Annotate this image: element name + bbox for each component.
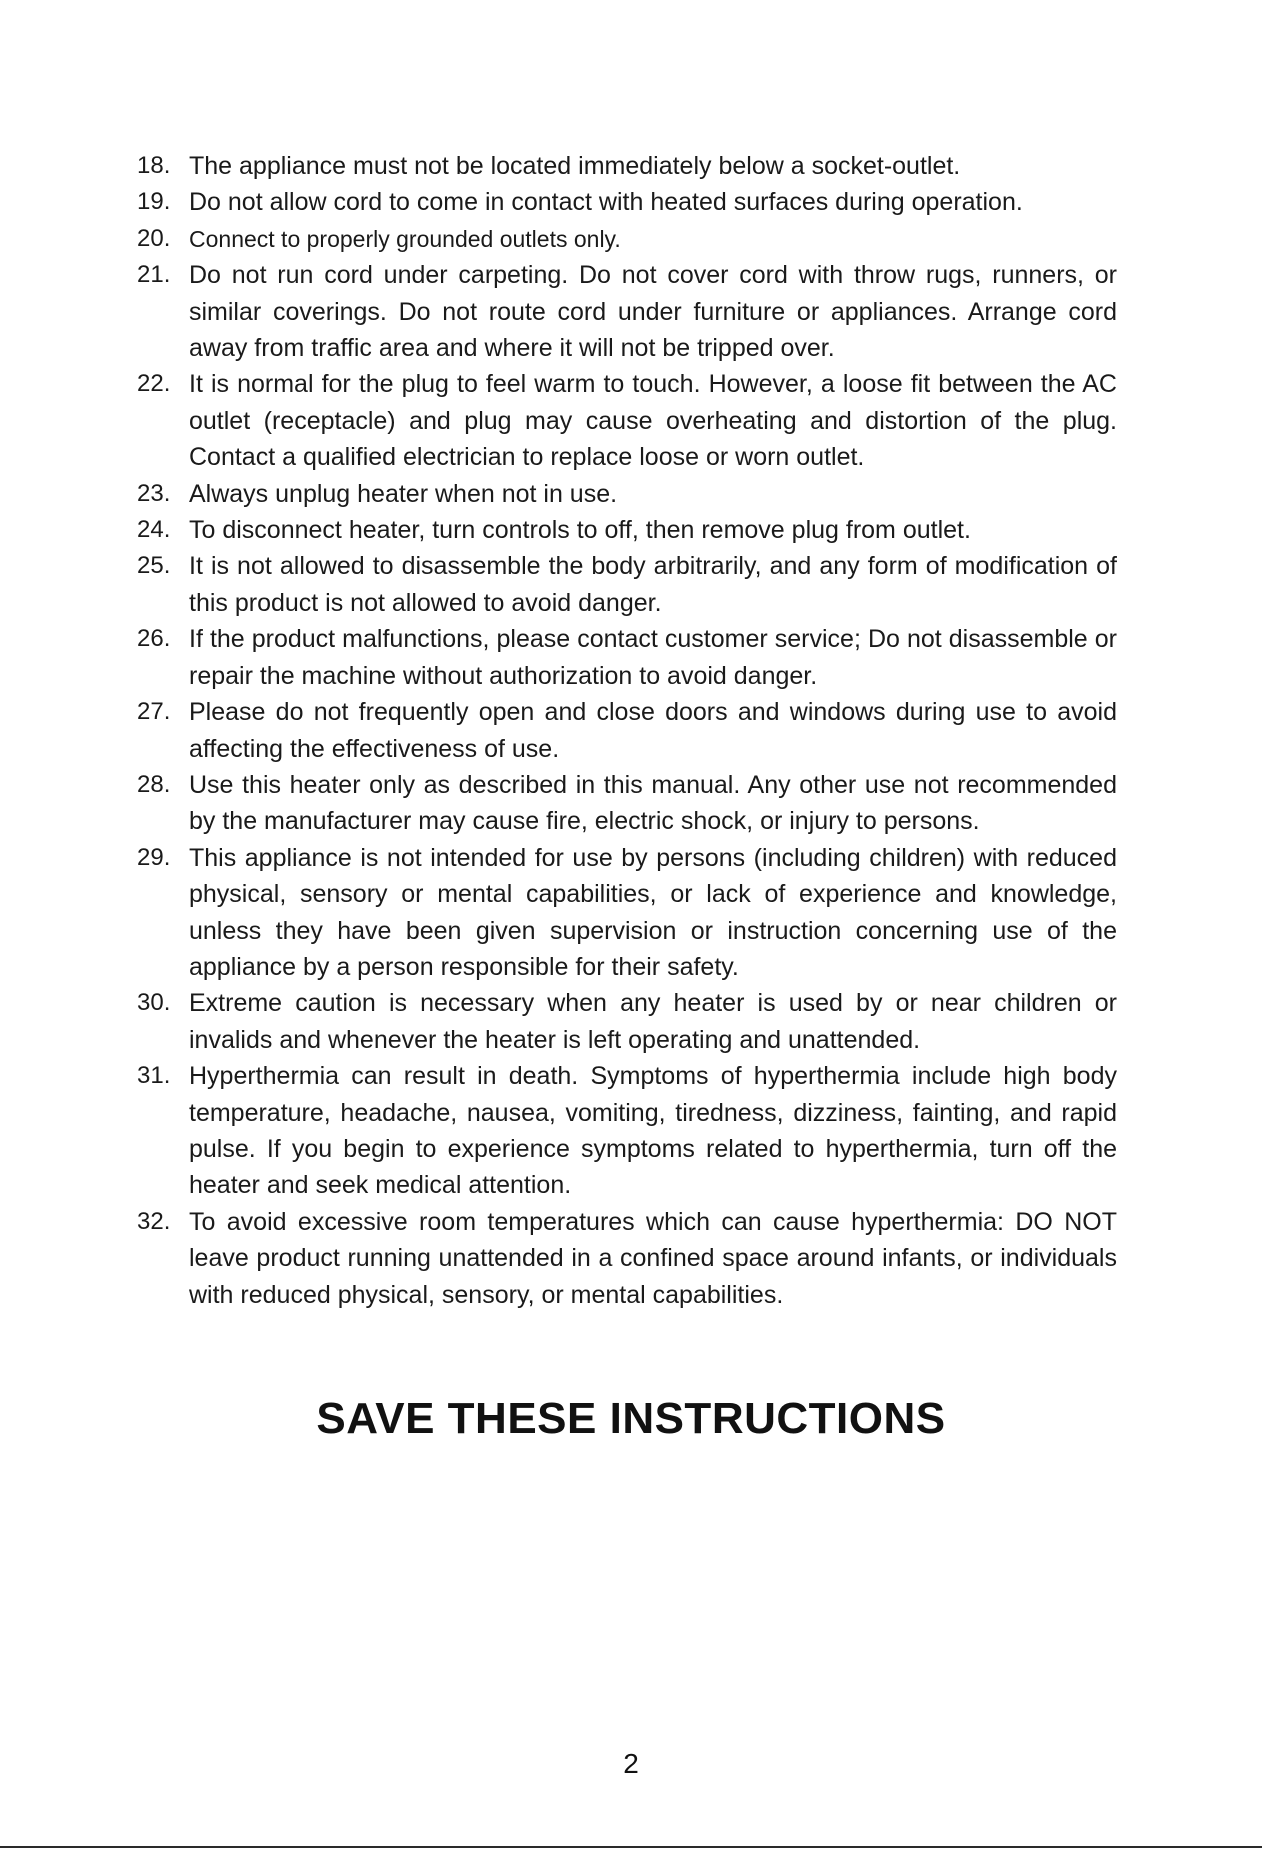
item-text: Do not allow cord to come in contact with heated surfaces during operation. <box>189 188 1023 217</box>
list-item <box>137 548 1117 621</box>
save-instructions-heading: SAVE THESE INSTRUCTIONS <box>316 1394 946 1443</box>
item-text: Always unplug heater when not in use. <box>189 479 618 508</box>
item-text: Hyperthermia can result in death. Symptoms of hyperthermia include high body temperature, headache, nausea, vomiting, tiredness, dizziness, fainting, and rapid pulse. If you begin to experience symptoms related to hyperthermia, turn off the heater and seek medical attention. <box>189 1062 1117 1200</box>
item-text: If the product malfunctions, please contact customer service; Do not disassemble or repair the machine without authorization to avoid danger. <box>189 625 1117 690</box>
list-item <box>137 1058 1117 1204</box>
item-number: 32. <box>137 1207 171 1235</box>
list-item <box>137 257 1117 366</box>
page-number: 2 <box>623 1748 639 1779</box>
list-item <box>137 512 1117 548</box>
list-item <box>137 985 1117 1058</box>
item-number: 19. <box>137 188 171 216</box>
list-item <box>137 476 1117 512</box>
item-text: To disconnect heater, turn controls to off, then remove plug from outlet. <box>189 516 971 545</box>
list-item <box>137 184 1117 220</box>
list-item <box>137 1204 1117 1313</box>
item-text: The appliance must not be located immediately below a socket-outlet. <box>189 152 961 180</box>
item-number: 28. <box>137 770 171 798</box>
item-number: 30. <box>137 989 171 1017</box>
item-number: 23. <box>137 479 171 507</box>
item-text: Use this heater only as described in this manual. Any other use not recommended by the manufacturer may cause fire, electric shock, or injury to persons. <box>189 770 1117 836</box>
list-item <box>137 694 1117 767</box>
item-text: This appliance is not intended for use by persons (including children) with reduced physical, sensory or mental capabilities, or lack of experience and knowledge, unless they have been given supervision or instruction concerning use of the appliance by a person responsible for their safety. <box>189 843 1117 981</box>
list-item <box>137 148 1117 184</box>
instruction-list <box>137 148 1117 1313</box>
item-number: 18. <box>137 152 171 179</box>
item-text: Do not run cord under carpeting. Do not cover cord with throw rugs, runners, or similar coverings. Do not route cord under furniture or appliances. Arrange cord away from traffic area and where it will not be tripped over. <box>189 261 1117 363</box>
item-number: 29. <box>137 843 171 871</box>
item-text: It is normal for the plug to feel warm to touch. However, a loose fit between the AC outlet (receptacle) and plug may cause overheating and distortion of the plug. Contact a qualified electrician to replace loose or worn outlet. <box>189 370 1117 472</box>
item-number: 24. <box>137 516 171 544</box>
item-number: 21. <box>137 261 171 289</box>
item-text: Please do not frequently open and close doors and windows during use to avoid affecting the effectiveness of use. <box>189 698 1117 763</box>
list-item <box>137 621 1117 694</box>
item-number: 26. <box>137 625 171 653</box>
item-text: To avoid excessive room temperatures which can cause hyperthermia: DO NOT leave product running unattended in a confined space around infants, or individuals with reduced physical, sensory, or mental capabilities. <box>189 1207 1117 1309</box>
item-number: 31. <box>137 1062 171 1090</box>
item-text: Connect to properly grounded outlets only. <box>189 225 621 252</box>
bottom-divider <box>0 1846 1262 1848</box>
item-number: 27. <box>137 698 171 726</box>
item-number: 20. <box>137 224 171 252</box>
list-item <box>137 221 1117 257</box>
list-item <box>137 840 1117 986</box>
item-number: 25. <box>137 552 171 580</box>
item-number: 22. <box>137 370 171 398</box>
list-item <box>137 767 1117 840</box>
item-text: Extreme caution is necessary when any heater is used by or near children or invalids and whenever the heater is left operating and unattended. <box>189 989 1117 1054</box>
item-text: It is not allowed to disassemble the body arbitrarily, and any form of modification of this product is not allowed to avoid danger. <box>189 552 1117 617</box>
list-item <box>137 366 1117 475</box>
